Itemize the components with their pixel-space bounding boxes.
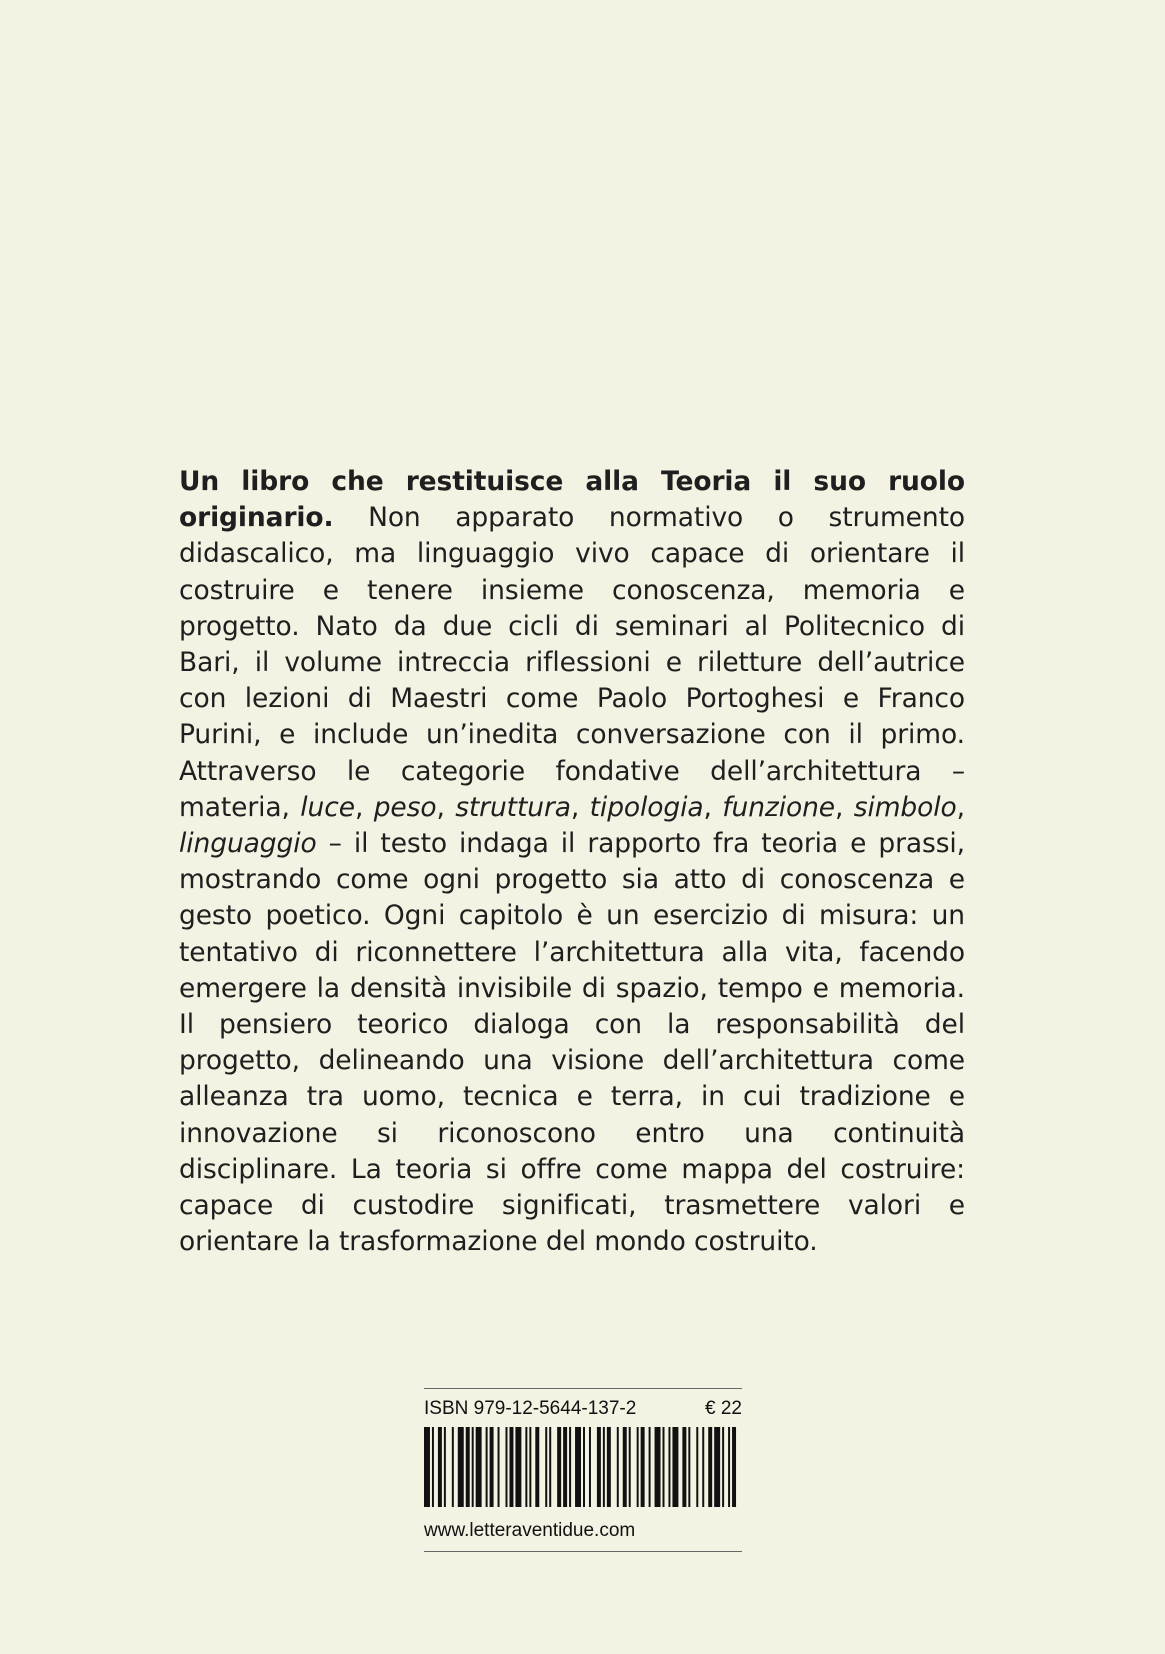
blurb-term-funzione: funzione <box>722 791 835 823</box>
blurb-separator: , <box>956 791 965 823</box>
barcode-bar <box>708 1427 712 1507</box>
isbn-row <box>424 1389 742 1427</box>
barcode-bar <box>637 1427 639 1507</box>
barcode-bar <box>472 1427 474 1507</box>
barcode-bar <box>722 1427 724 1507</box>
price-label: € 22 <box>705 1398 742 1419</box>
barcode-bar <box>515 1427 521 1507</box>
blurb-term-struttura: struttura <box>455 791 571 823</box>
barcode-bar <box>498 1427 500 1507</box>
barcode-bar <box>444 1427 446 1507</box>
barcode-bar <box>438 1427 442 1507</box>
barcode-bar <box>641 1427 645 1507</box>
blurb-term-linguaggio: linguaggio <box>179 828 317 860</box>
blurb-separator: , <box>703 791 723 823</box>
barcode-bar <box>597 1427 601 1507</box>
barcode-bar <box>432 1427 434 1507</box>
barcode-bar <box>466 1427 470 1507</box>
barcode-bar <box>688 1427 690 1507</box>
barcode-bar <box>649 1427 651 1507</box>
blurb-separator: , <box>570 791 590 823</box>
barcode-bar <box>583 1427 585 1507</box>
barcode-block <box>424 1388 742 1552</box>
blurb-term-tipologia: tipologia <box>589 791 704 823</box>
barcode-bar <box>424 1427 430 1507</box>
barcode-icon <box>424 1427 742 1507</box>
barcode-bottom-rule <box>424 1551 742 1552</box>
barcode-bar <box>525 1427 527 1507</box>
blurb-term-simbolo: simbolo <box>853 791 957 823</box>
barcode-bar <box>732 1427 736 1507</box>
barcode-bar <box>603 1427 605 1507</box>
barcode-bar <box>509 1427 513 1507</box>
barcode-bar <box>545 1427 547 1507</box>
back-cover-blurb <box>179 464 965 1260</box>
blurb-separator: , <box>436 791 456 823</box>
barcode-bar <box>557 1427 561 1507</box>
barcode-bar <box>458 1427 464 1507</box>
barcode-bar <box>617 1427 619 1507</box>
barcode-bar <box>535 1427 539 1507</box>
barcode-bar <box>452 1427 454 1507</box>
blurb-lead-sentence: Un libro che restituisce alla Teoria il suo ruolo originario. <box>179 466 965 534</box>
barcode-bar <box>672 1427 678 1507</box>
barcode-bar <box>476 1427 482 1507</box>
isbn-number: ISBN 979-12-5644-137-2 <box>424 1398 637 1419</box>
barcode-bar <box>549 1427 551 1507</box>
blurb-term-peso: peso <box>373 791 437 823</box>
blurb-term-luce: luce <box>300 791 355 823</box>
barcode-bar <box>728 1427 730 1507</box>
barcode-bar <box>563 1427 567 1507</box>
barcode-bar <box>655 1427 661 1507</box>
barcode-bar <box>663 1427 665 1507</box>
barcode-bar <box>623 1427 627 1507</box>
blurb-separator: , <box>835 791 854 823</box>
barcode-bar <box>490 1427 494 1507</box>
barcode-bar <box>682 1427 686 1507</box>
barcode-bar <box>607 1427 611 1507</box>
barcode-bar <box>505 1427 507 1507</box>
barcode-bar <box>486 1427 488 1507</box>
publisher-url: www.letteraventidue.com <box>424 1520 636 1541</box>
barcode-bar <box>589 1427 591 1507</box>
blurb-separator: , <box>354 791 374 823</box>
barcode-bar <box>702 1427 704 1507</box>
barcode-bar <box>696 1427 698 1507</box>
barcode-bar <box>575 1427 581 1507</box>
barcode-bar <box>714 1427 720 1507</box>
barcode-bar <box>668 1427 670 1507</box>
barcode-bar <box>569 1427 571 1507</box>
blurb-text-part-2: – il testo indaga il rapporto fra teoria e prassi, mostrando come ogni progetto sia atto di conoscenza e gesto poetico. Ogni capitolo è un esercizio di misura: un tentativo di riconnettere l’architettura alla vita, facendo emergere la densità invisibile di spazio, tempo e memoria. Il pensiero teorico dialoga con la responsabilità del progetto, delineando una visione dell’architettura come alleanza tra uomo, tecnica e terra, in cui tradizione e innovazione si riconoscono entro una continuità disciplinare. La teoria si offre come mappa del costruire: capace di custodire significati, trasmettere valori e orientare la trasformazione del mondo costruito. <box>179 828 965 1258</box>
barcode-bar <box>629 1427 631 1507</box>
blurb-text-part-1: Non apparato normativo o strumento didascalico, ma linguaggio vivo capace di orientare il costruire e tenere insieme conoscenza, memoria e progetto. Nato da due cicli di seminari al Politecnico di Bari, il volume intreccia riflessioni e riletture dell’autrice con lezioni di Maestri come Paolo Portoghesi e Franco Purini, e include un’inedita conversazione con il primo. Attraverso le categorie fondative dell’architettura – materia, <box>179 502 965 823</box>
barcode-bar <box>529 1427 531 1507</box>
